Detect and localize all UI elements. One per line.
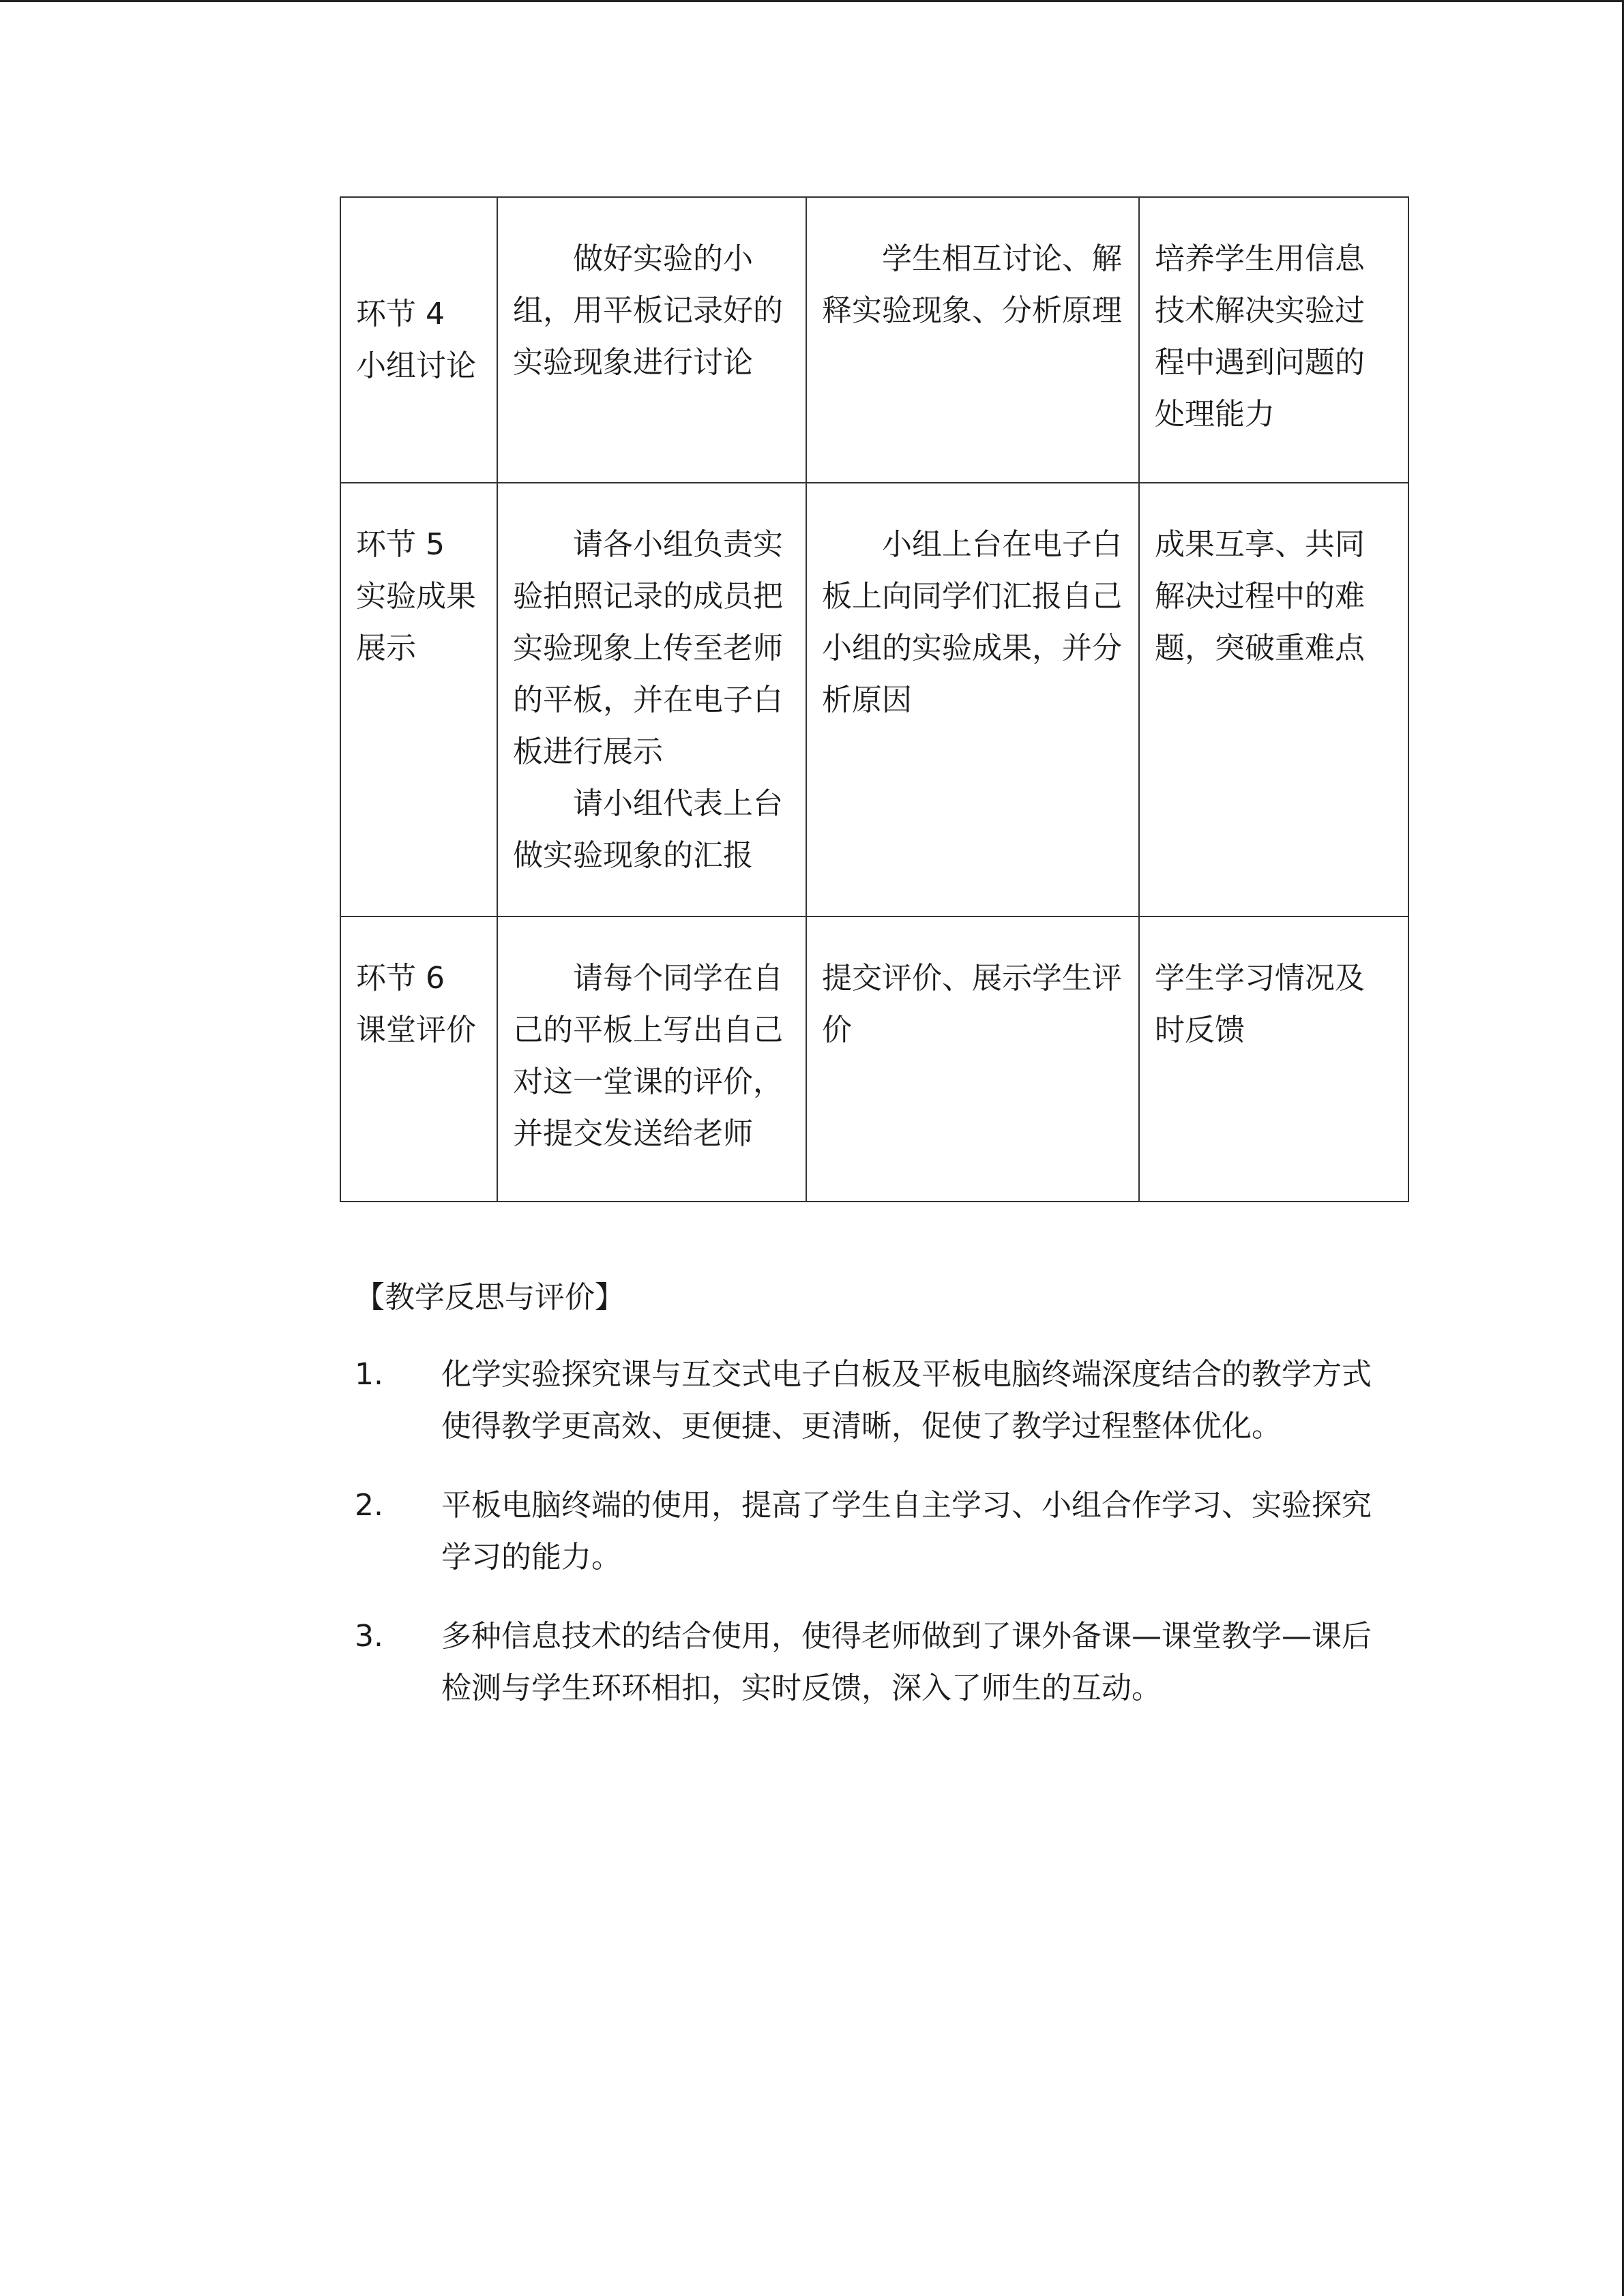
stage-name: 实验成果展示: [356, 579, 476, 666]
list-item: [355, 1611, 1391, 1714]
student-activity-cell: [806, 197, 1139, 483]
list-item-text: 化学实验探究课与互交式电子白板及平板电脑终端深度结合的教学方式使得教学更高效、更便捷、更清晰，促使了教学过程整体优化。: [441, 1357, 1372, 1444]
list-item: [355, 1349, 1391, 1452]
stage-cell: [340, 916, 497, 1202]
lesson-process-table: [340, 196, 1409, 1202]
reflection-list: [355, 1349, 1391, 1742]
list-item: [355, 1480, 1391, 1583]
student-activity-cell: [806, 916, 1139, 1202]
stage-cell: [340, 197, 497, 483]
teacher-activity-text: 做好实验的小组，用平板记录好的实验现象进行讨论: [513, 241, 783, 380]
table-row: [340, 483, 1408, 916]
design-purpose-text: 成果互享、共同解决过程中的难题，突破重难点: [1155, 527, 1365, 666]
table-row: [340, 916, 1408, 1202]
design-purpose-cell: [1139, 916, 1408, 1202]
design-purpose-cell: [1139, 197, 1408, 483]
list-item-number: 2.: [355, 1488, 383, 1523]
teacher-activity-cell: [497, 197, 806, 483]
student-activity-cell: [806, 483, 1139, 916]
design-purpose-cell: [1139, 483, 1408, 916]
design-purpose-text: 学生学习情况及时反馈: [1155, 961, 1365, 1047]
stage-name: 小组讨论: [356, 348, 476, 383]
stage-number: 环节 6: [356, 961, 445, 996]
table-row: [340, 197, 1408, 483]
list-item-number: 1.: [355, 1357, 383, 1392]
stage-number: 环节 4: [356, 296, 445, 331]
list-item-number: 3.: [355, 1619, 383, 1654]
list-item-text: 多种信息技术的结合使用，使得老师做到了课外备课—课堂教学—课后检测与学生环环相扣，实时反馈，深入了师生的互动。: [441, 1619, 1372, 1705]
stage-number: 环节 5: [356, 527, 445, 562]
student-activity-text: 小组上台在电子白板上向同学们汇报自己小组的实验成果，并分析原因: [822, 527, 1122, 717]
stage-name: 课堂评价: [356, 1013, 476, 1047]
teacher-activity-text: 请小组代表上台做实验现象的汇报: [513, 786, 783, 873]
stage-cell: [340, 483, 497, 916]
teacher-activity-cell: [497, 916, 806, 1202]
teacher-activity-cell: [497, 483, 806, 916]
student-activity-text: 提交评价、展示学生评价: [822, 961, 1122, 1047]
list-item-text: 平板电脑终端的使用，提高了学生自主学习、小组合作学习、实验探究学习的能力。: [441, 1488, 1372, 1575]
page-border-top: [0, 0, 1624, 2]
teacher-activity-text: 请每个同学在自己的平板上写出自己对这一堂课的评价，并提交发送给老师: [513, 961, 783, 1151]
student-activity-text: 学生相互讨论、解释实验现象、分析原理: [822, 241, 1122, 328]
teacher-activity-text: 请各小组负责实验拍照记录的成员把实验现象上传至老师的平板，并在电子白板进行展示: [513, 527, 783, 769]
design-purpose-text: 培养学生用信息技术解决实验过程中遇到问题的处理能力: [1155, 241, 1365, 432]
reflection-heading: 【教学反思与评价】: [355, 1280, 625, 1315]
